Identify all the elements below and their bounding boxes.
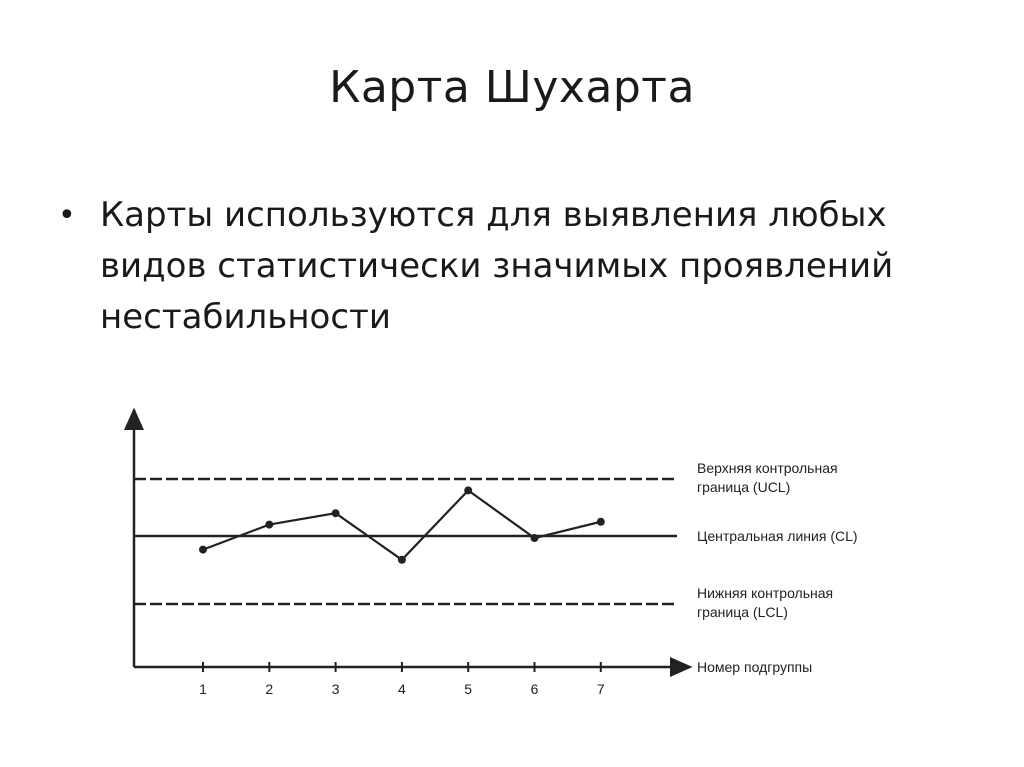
x-tick-label: 1: [199, 681, 207, 697]
bullet-dot-icon: •: [58, 198, 76, 233]
upper-limit-label: Верхняя контрольная: [697, 460, 838, 476]
lower-limit-label: граница (LCL): [697, 604, 788, 620]
upper-limit-label: граница (UCL): [697, 479, 791, 495]
data-point: [597, 518, 605, 526]
data-point: [531, 534, 539, 542]
data-point: [464, 486, 472, 494]
chart-series: [199, 486, 605, 563]
x-tick-label: 5: [464, 681, 473, 697]
lower-limit-label: Нижняя контрольная: [697, 585, 834, 601]
x-tick-label: 3: [331, 681, 340, 697]
bullet-text: Карты используются для выявления любых видов статистически значимых проявлений нестабильности: [100, 195, 894, 337]
x-axis-label: Номер подгруппы: [697, 659, 813, 675]
chart-labels: [697, 460, 858, 675]
data-line: [203, 490, 601, 559]
data-point: [398, 556, 406, 564]
x-tick-label: 7: [596, 681, 605, 697]
x-tick-label: 4: [398, 681, 406, 697]
x-tick-label: 2: [265, 681, 274, 697]
chart-reference-lines: [134, 479, 677, 604]
slide-title: Карта Шухарта: [329, 62, 695, 113]
data-point: [199, 546, 207, 554]
x-tick-label: 6: [530, 681, 539, 697]
center-limit-label: Центральная линия (CL): [697, 528, 858, 544]
data-point: [332, 509, 340, 517]
data-point: [265, 521, 273, 529]
chart-axes: [134, 410, 690, 667]
